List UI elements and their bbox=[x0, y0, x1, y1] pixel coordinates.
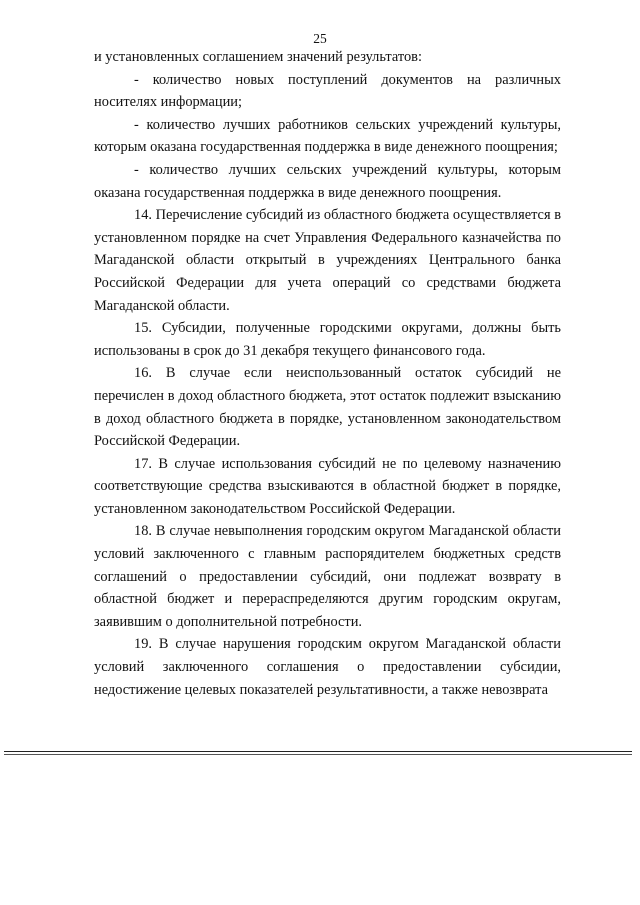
paragraph-16: 16. В случае если неиспользованный остаток субсидий не перечислен в доход областного бюджета, этот остаток подлежит взысканию в доход областного бюджета в порядке, установленном законодательством Российской Федерации. bbox=[94, 365, 561, 450]
bullet-item-best-institutions: - количество лучших сельских учреждений культуры, которым оказана государственная поддержка в виде денежного поощрения. bbox=[94, 161, 561, 201]
paragraph-18: 18. В случае невыполнения городским округом Магаданской области условий заключенного с главным распорядителем бюджетных средств соглашений о предоставлении субсидий, они подлежат возврату в областной бюджет и перераспределяются другим городским округам, заявившим о дополнительной потребности. bbox=[94, 523, 561, 630]
paragraph-14: 14. Перечисление субсидий из областного бюджета осуществляется в установленном порядке на счет Управления Федерального казначейства по Магаданской области открытый в учреждениях Центрального банка Российской Федерации для учета операций со средствами бюджета Магаданской области. bbox=[94, 207, 561, 314]
footer-divider-line-secondary bbox=[4, 754, 632, 755]
footer-divider-line bbox=[4, 751, 632, 752]
paragraph-19: 19. В случае нарушения городским округом Магаданской области условий заключенного соглашения о предоставлении субсидии, недостижение целевых показателей результативности, а также невозврата bbox=[94, 636, 561, 698]
paragraph-15: 15. Субсидии, полученные городскими округами, должны быть использованы в срок до 31 декабря текущего финансового года. bbox=[94, 320, 561, 359]
bullet-item-new-documents: - количество новых поступлений документов на различных носителях информации; bbox=[94, 71, 561, 111]
paragraph-17: 17. В случае использования субсидий не по целевому назначению соответствующие средства взыскиваются в областной бюджет в порядке, установленном законодательством Российской Федерации. bbox=[94, 455, 561, 517]
page-number: 25 bbox=[313, 31, 327, 46]
document-body bbox=[94, 46, 561, 701]
paragraph-intro: и установленных соглашением значений результатов: bbox=[94, 49, 422, 65]
bullet-item-best-workers: - количество лучших работников сельских учреждений культуры, которым оказана государственная поддержка в виде денежного поощрения; bbox=[94, 116, 561, 156]
